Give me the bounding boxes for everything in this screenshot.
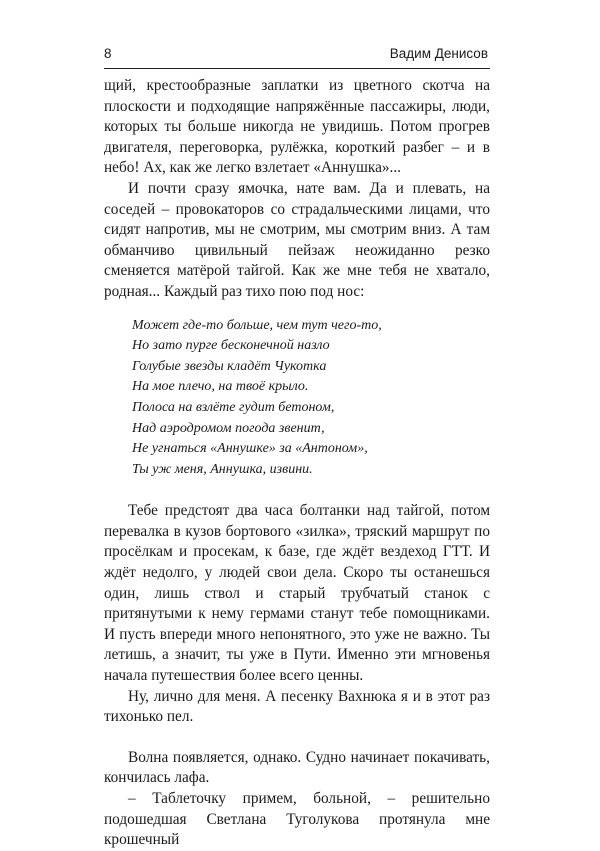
verse-line: На мое плечо, на твоё крыло. bbox=[132, 379, 309, 395]
paragraph: Волна появляется, однако. Судно начинает покачивать, кончилась лафа. bbox=[104, 748, 490, 787]
page-header bbox=[104, 42, 488, 64]
paragraph: И почти сразу ямочка, нате вам. Да и плевать, на соседей – провокаторов со страдальческими лицами, что сидят напротив, мы не смотрим, мы смотрим вниз. А там обманчиво цивильный пейзаж неожиданно резко сменяется матёрой тайгой. Как же мне тебя не хватало, родная... Каждый раз тихо пою под нос: bbox=[104, 179, 490, 300]
body-text bbox=[104, 76, 490, 851]
song-verse bbox=[132, 316, 490, 481]
paragraph: – Таблеточку примем, больной, – решительно подошедшая Светлана Туголукова протянула мне крошечный bbox=[104, 790, 490, 849]
verse-line: Голубые звезды кладёт Чукотка bbox=[132, 358, 327, 374]
paragraph: Ну, лично для меня. А песенку Вахнюка я и в этот раз тихонько пел. bbox=[104, 687, 490, 726]
verse-line: Полоса на взлёте гудит бетоном, bbox=[132, 399, 335, 415]
verse-line: Ты уж меня, Аннушка, извини. bbox=[132, 461, 313, 477]
paragraph: Тебе предстоят два часа болтанки над тайгой, потом перевалка в кузов бортового «зилка», тряский маршрут по просёлкам и просекам, к базе, где ждёт вездеход ГТТ. И ждёт недолго, у людей свои дела. Скоро ты останешься один, лишь ствол и старый трубчатый станок с притянутыми к нему гермами станут тебе помощниками. И пусть впереди много непонятного, это уже не важно. Ты летишь, а значит, ты уже в Пути. Именно эти мгновенья начала путешествия более всего ценны. bbox=[104, 502, 490, 685]
section-gap bbox=[104, 728, 490, 748]
paragraph: щий, крестообразные заплатки из цветного скотча на плоскости и подходящие напряжённые пассажиры, люди, которых ты больше никогда не увидишь. Потом прогрев двигателя, переговорка, рулёжка, короткий разбег – и в небо! Ах, как же легко взлетает «Аннушка»... bbox=[104, 77, 490, 177]
header-rule bbox=[104, 68, 490, 69]
verse-line: Над аэродромом погода звенит, bbox=[132, 420, 325, 436]
verse-line: Но зато пурге бесконечной назло bbox=[132, 338, 330, 354]
verse-line: Может где-то больше, чем тут чего-то, bbox=[132, 317, 382, 333]
page-number: 8 bbox=[104, 46, 112, 61]
verse-line: Не угнаться «Аннушке» за «Антоном», bbox=[132, 441, 368, 457]
running-head-author: Вадим Денисов bbox=[389, 46, 488, 61]
